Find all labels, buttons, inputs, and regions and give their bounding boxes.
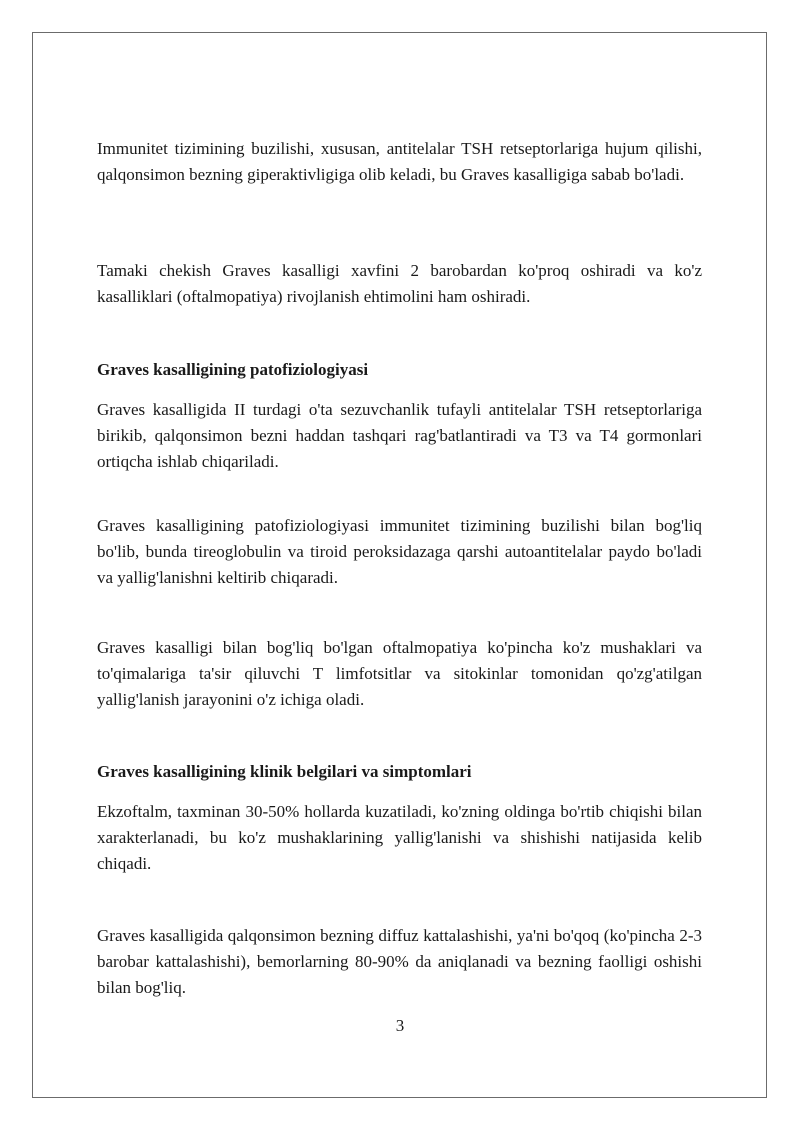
- paragraph-exophthalmos: Ekzoftalm, taxminan 30-50% hollarda kuzatiladi, ko'zning oldinga bo'rtib chiqishi bilan xarakterlanadi, bu ko'z mushaklarining yallig'lanishi va shishishi natijasida kelib chiqadi.: [97, 802, 702, 873]
- paragraph-smoking-risk: Tamaki chekish Graves kasalligi xavfini 2 barobardan ko'proq oshiradi va ko'z kasalliklari (oftalmopatiya) rivojlanish ehtimolini ham oshiradi.: [97, 261, 702, 306]
- heading-clinical-signs: Graves kasalligining klinik belgilari va simptomlari: [97, 762, 472, 781]
- paragraph-immune-disruption: Immunitet tizimining buzilishi, xususan, antitelalar TSH retseptorlariga hujum qilishi, qalqonsimon bezning giperaktivligiga olib keladi, bu Graves kasalligiga sabab bo'ladi.: [97, 139, 702, 184]
- page-number: 3: [395, 1016, 405, 1035]
- paragraph-ophthalmopathy: Graves kasalligi bilan bog'liq bo'lgan oftalmopatiya ko'pincha ko'z mushaklari va to'qimalariga ta'sir qiluvchi T limfotsitlar va sitokinlar tomonidan qo'zg'atilgan yallig'lanish jarayonini o'z ichiga oladi.: [97, 638, 702, 709]
- heading-pathophysiology: Graves kasalligining patofiziologiyasi: [97, 360, 369, 379]
- paragraph-autoantibodies: Graves kasalligining patofiziologiyasi immunitet tizimining buzilishi bilan bog'liq bo'lib, bunda tireoglobulin va tiroid peroksidazaga qarshi autoantitelalar paydo bo'ladi va yallig'lanishni keltirib chiqaradi.: [97, 516, 702, 587]
- paragraph-goiter: Graves kasalligida qalqonsimon bezning diffuz kattalashishi, ya'ni bo'qoq (ko'pincha 2-3 barobar kattalashishi), bemorlarning 80-90% da aniqlanadi va bezning faolligi oshishi bilan bog'liq.: [97, 926, 702, 997]
- paragraph-hypersensitivity: Graves kasalligida II turdagi o'ta sezuvchanlik tufayli antitelalar TSH retseptorlariga birikib, qalqonsimon bezni haddan tashqari rag'batlantiradi va T3 va T4 gormonlari ortiqcha ishlab chiqariladi.: [97, 400, 702, 471]
